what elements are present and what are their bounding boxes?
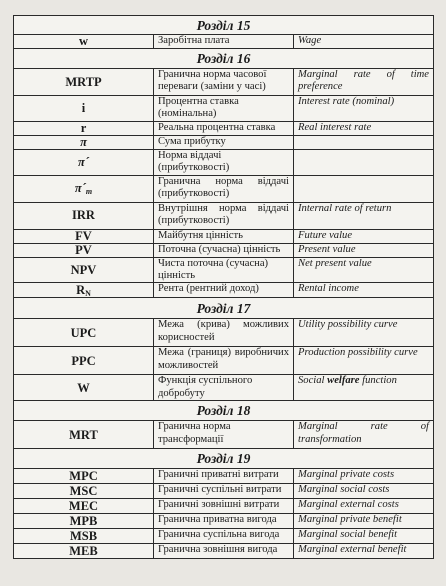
term-ukrainian: Граничні зовнішні витрати	[154, 499, 294, 514]
table-row	[14, 257, 434, 283]
term-symbol: i	[14, 96, 154, 122]
term-english: Marginal rate of transformation	[294, 421, 434, 449]
table-row	[14, 243, 434, 257]
term-symbol: IRR	[14, 202, 154, 229]
term-english	[294, 375, 434, 401]
table-row	[14, 135, 434, 149]
term-english: Marginal private costs	[294, 469, 434, 484]
term-symbol: MEB	[14, 544, 154, 559]
table-row	[14, 347, 434, 375]
term-ukrainian: Гранична зовнішня вигода	[154, 544, 294, 559]
table-row	[14, 529, 434, 544]
term-english	[294, 175, 434, 202]
section-title: Розділ 18	[14, 401, 434, 421]
term-symbol	[14, 283, 154, 298]
section-header	[14, 49, 434, 69]
glossary-table	[13, 15, 434, 559]
term-ukrainian: Граничні приватні витрати	[154, 469, 294, 484]
table-row	[14, 35, 434, 49]
table-row	[14, 319, 434, 347]
term-symbol: FV	[14, 229, 154, 243]
term-english	[294, 135, 434, 149]
term-english: Future value	[294, 229, 434, 243]
term-symbol: MPB	[14, 514, 154, 529]
table-row	[14, 121, 434, 135]
table-row	[14, 375, 434, 401]
term-english: Marginal social benefit	[294, 529, 434, 544]
term-symbol: MPC	[14, 469, 154, 484]
term-ukrainian: Реальна процентна ставка	[154, 121, 294, 135]
term-ukrainian: Внутрішня норма віддачі (прибутковості)	[154, 202, 294, 229]
term-english	[294, 149, 434, 175]
english-emphasis: welfare	[327, 375, 360, 387]
symbol-subscript: N	[85, 289, 91, 299]
english-part: Social	[298, 375, 328, 387]
section-title: Розділ 19	[14, 449, 434, 469]
term-symbol: r	[14, 121, 154, 135]
table-row	[14, 499, 434, 514]
term-english: Marginal rate of time preference	[294, 69, 434, 96]
term-symbol: MSC	[14, 484, 154, 499]
term-symbol: w	[14, 35, 154, 49]
table-row	[14, 283, 434, 298]
glossary-sheet	[13, 15, 434, 559]
term-ukrainian: Заробітна плата	[154, 35, 294, 49]
term-ukrainian: Процентна ставка (номінальна)	[154, 96, 294, 122]
term-ukrainian: Майбутня цінність	[154, 229, 294, 243]
term-symbol: MSB	[14, 529, 154, 544]
term-ukrainian: Межа (крива) можливих корисностей	[154, 319, 294, 347]
table-row	[14, 421, 434, 449]
term-symbol: π´	[14, 149, 154, 175]
symbol-main: R	[76, 283, 86, 298]
symbol-subscript: m	[85, 187, 93, 197]
section-header	[14, 449, 434, 469]
table-row	[14, 202, 434, 229]
english-part: function	[359, 375, 397, 387]
term-english: Marginal external benefit	[294, 544, 434, 559]
section-header	[14, 16, 434, 35]
section-header	[14, 298, 434, 319]
term-ukrainian: Гранична норма трансформації	[154, 421, 294, 449]
term-english: Interest rate (nominal)	[294, 96, 434, 122]
term-symbol: PV	[14, 243, 154, 257]
term-symbol: NPV	[14, 257, 154, 283]
term-symbol: MRTP	[14, 69, 154, 96]
table-row	[14, 484, 434, 499]
term-ukrainian: Поточна (сучасна) цінність	[154, 243, 294, 257]
term-english: Marginal external costs	[294, 499, 434, 514]
term-ukrainian: Рента (рентний доход)	[154, 283, 294, 298]
term-symbol: PPC	[14, 347, 154, 375]
term-ukrainian: Норма віддачі (прибутковості)	[154, 149, 294, 175]
term-english: Marginal social costs	[294, 484, 434, 499]
term-ukrainian: Гранична суспільна вигода	[154, 529, 294, 544]
term-ukrainian: Граничні суспільні витрати	[154, 484, 294, 499]
section-title: Розділ 16	[14, 49, 434, 69]
term-symbol: MRT	[14, 421, 154, 449]
term-ukrainian: Сума прибутку	[154, 135, 294, 149]
term-ukrainian: Гранична норма віддачі (прибутковості)	[154, 175, 294, 202]
term-symbol	[14, 175, 154, 202]
table-row	[14, 96, 434, 122]
term-english: Utility possibility curve	[294, 319, 434, 347]
term-english: Marginal private benefit	[294, 514, 434, 529]
term-symbol: W	[14, 375, 154, 401]
symbol-main: π´	[74, 181, 86, 196]
table-row	[14, 175, 434, 202]
term-ukrainian: Чиста поточна (сучасна) цінність	[154, 257, 294, 283]
table-row	[14, 69, 434, 96]
term-english: Net present value	[294, 257, 434, 283]
term-english: Rental income	[294, 283, 434, 298]
term-ukrainian: Функція суспільного добробуту	[154, 375, 294, 401]
term-english: Present value	[294, 243, 434, 257]
term-symbol: π	[14, 135, 154, 149]
table-row	[14, 544, 434, 559]
term-english: Real interest rate	[294, 121, 434, 135]
section-title: Розділ 17	[14, 298, 434, 319]
term-english: Production possibility curve	[294, 347, 434, 375]
table-row	[14, 149, 434, 175]
term-ukrainian: Гранична норма часової переваги (заміни у часі)	[154, 69, 294, 96]
section-title: Розділ 15	[14, 16, 434, 35]
term-english: Internal rate of return	[294, 202, 434, 229]
term-ukrainian: Межа (границя) виробничих можливостей	[154, 347, 294, 375]
term-english: Wage	[294, 35, 434, 49]
table-row	[14, 229, 434, 243]
section-header	[14, 401, 434, 421]
term-ukrainian: Гранична приватна вигода	[154, 514, 294, 529]
table-row	[14, 514, 434, 529]
term-symbol: UPC	[14, 319, 154, 347]
table-row	[14, 469, 434, 484]
term-symbol: MEC	[14, 499, 154, 514]
